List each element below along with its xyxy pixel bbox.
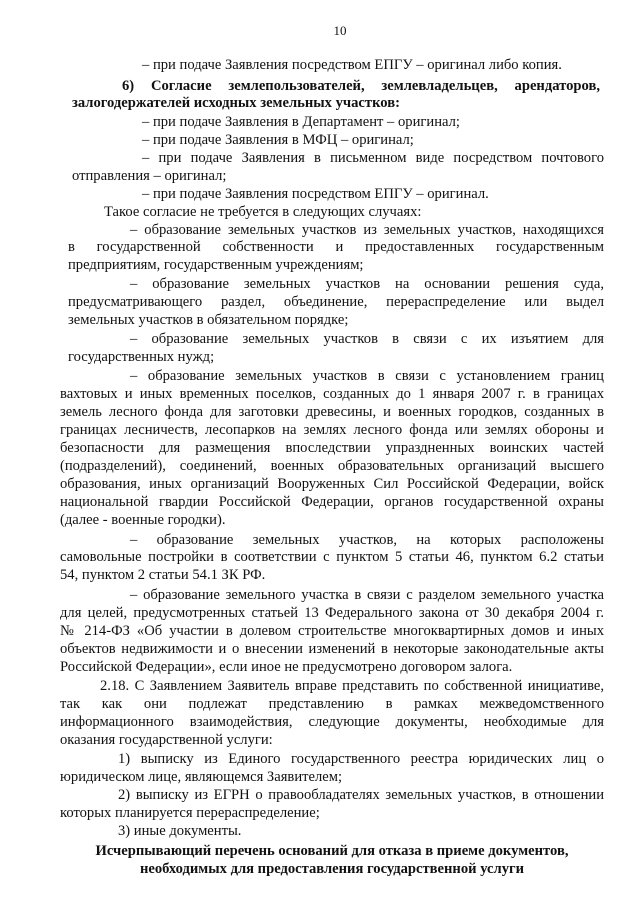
text-line: Такое согласие не требуется в следующих случаях: xyxy=(104,204,422,220)
text-line: (подразделений), соединений, военных образовательных организаций высшего xyxy=(60,458,604,474)
text-line: 1) выписку из Единого государственного реестра юридических лиц о xyxy=(118,751,604,767)
text-line: юридическом лице, являющемся Заявителем; xyxy=(60,769,343,785)
text-line: – образование земельных участков на основании решения суда, xyxy=(130,276,604,292)
text-line: отправления – оригинал; xyxy=(72,168,227,184)
text-line: – образование земельных участков в связи с их изъятием для xyxy=(130,331,604,347)
text-line: 2) выписку из ЕГРН о правообладателях земельных участков, в отношении xyxy=(118,787,604,803)
text-line: – при подаче Заявления посредством ЕПГУ – оригинал либо копия. xyxy=(142,57,562,73)
text-line: 3) иные документы. xyxy=(118,823,242,839)
text-line: – образование земельных участков в связи с установлением границ xyxy=(130,368,604,384)
text-line: предприятиям, государственным учреждениям; xyxy=(68,257,364,273)
text-line: № 214-ФЗ «Об участии в долевом строительстве многоквартирных домов и иных xyxy=(60,623,604,639)
text-line: объектов недвижимости и о внесении изменений в некоторые законодательные акты xyxy=(60,641,604,657)
section-heading: необходимых для предоставления государственной услуги xyxy=(139,861,525,877)
text-line: национальной гвардии Российской Федерации, органов государственной охраны xyxy=(60,494,604,510)
text-line: земель лесного фонда для заготовки древесины, и военных городков, созданных в xyxy=(60,404,604,420)
text-line: вахтовых и иных временных поселков, созданных до 1 января 2007 г. в границах xyxy=(60,386,604,402)
text-line: – образование земельных участков из земельных участков, находящихся xyxy=(130,222,604,238)
text-line: Российской Федерации», если иное не предусмотрено договором залога. xyxy=(60,659,513,675)
text-line: границах лесничеств, лесопарков на землях лесного фонда или землях обороны и xyxy=(60,422,604,438)
text-line: 6) Согласие землепользователей, землевладельцев, арендаторов, xyxy=(122,78,600,94)
text-line: – при подаче Заявления посредством ЕПГУ – оригинал. xyxy=(142,186,489,202)
text-line: – при подаче Заявления в Департамент – оригинал; xyxy=(142,114,460,130)
text-line: – при подаче Заявления в МФЦ – оригинал; xyxy=(142,132,414,148)
text-line: залогодержателей исходных земельных участков: xyxy=(72,95,400,111)
text-line: информационного взаимодействия, следующие документы, необходимые для xyxy=(60,714,604,730)
section-heading: Исчерпывающий перечень оснований для отказа в приеме документов, xyxy=(95,843,569,859)
text-line: в государственной собственности и предоставленных государственным xyxy=(68,239,604,255)
text-line: – образование земельного участка в связи с разделом земельного участка xyxy=(130,587,604,603)
text-line: которых планируется перераспределение; xyxy=(60,805,320,821)
text-line: – образование земельных участков, на которых расположены xyxy=(130,532,604,548)
text-line: 2.18. С Заявлением Заявитель вправе представить по собственной инициативе, xyxy=(100,678,604,694)
text-line: безопасности для размещения впоследствии упраздненных воинских частей xyxy=(60,440,604,456)
text-line: так как они подлежат представлению в рамках межведомственного xyxy=(60,696,604,712)
text-line: оказания государственной услуги: xyxy=(60,732,273,748)
text-line: государственных нужд; xyxy=(68,349,215,365)
text-line: самовольные постройки в соответствии с пунктом 5 статьи 46, пунктом 6.2 статьи xyxy=(60,549,604,565)
text-line: земельных участков в обязательном порядке; xyxy=(68,312,349,328)
text-line: (далее - военные городки). xyxy=(60,512,226,528)
text-line: для целей, предусмотренных статьей 13 Федерального закона от 30 декабря 2004 г. xyxy=(60,605,604,621)
page-number: 10 xyxy=(333,23,347,38)
text-line: образования, иных организаций Вооруженных Сил Российской Федерации, войск xyxy=(60,476,604,492)
text-line: – при подаче Заявления в письменном виде посредством почтового xyxy=(142,150,604,166)
text-line: предусматривающего раздел, объединение, перераспределение или выдел xyxy=(68,294,604,310)
text-line: 54, пунктом 2 статьи 54.1 ЗК РФ. xyxy=(60,567,266,583)
